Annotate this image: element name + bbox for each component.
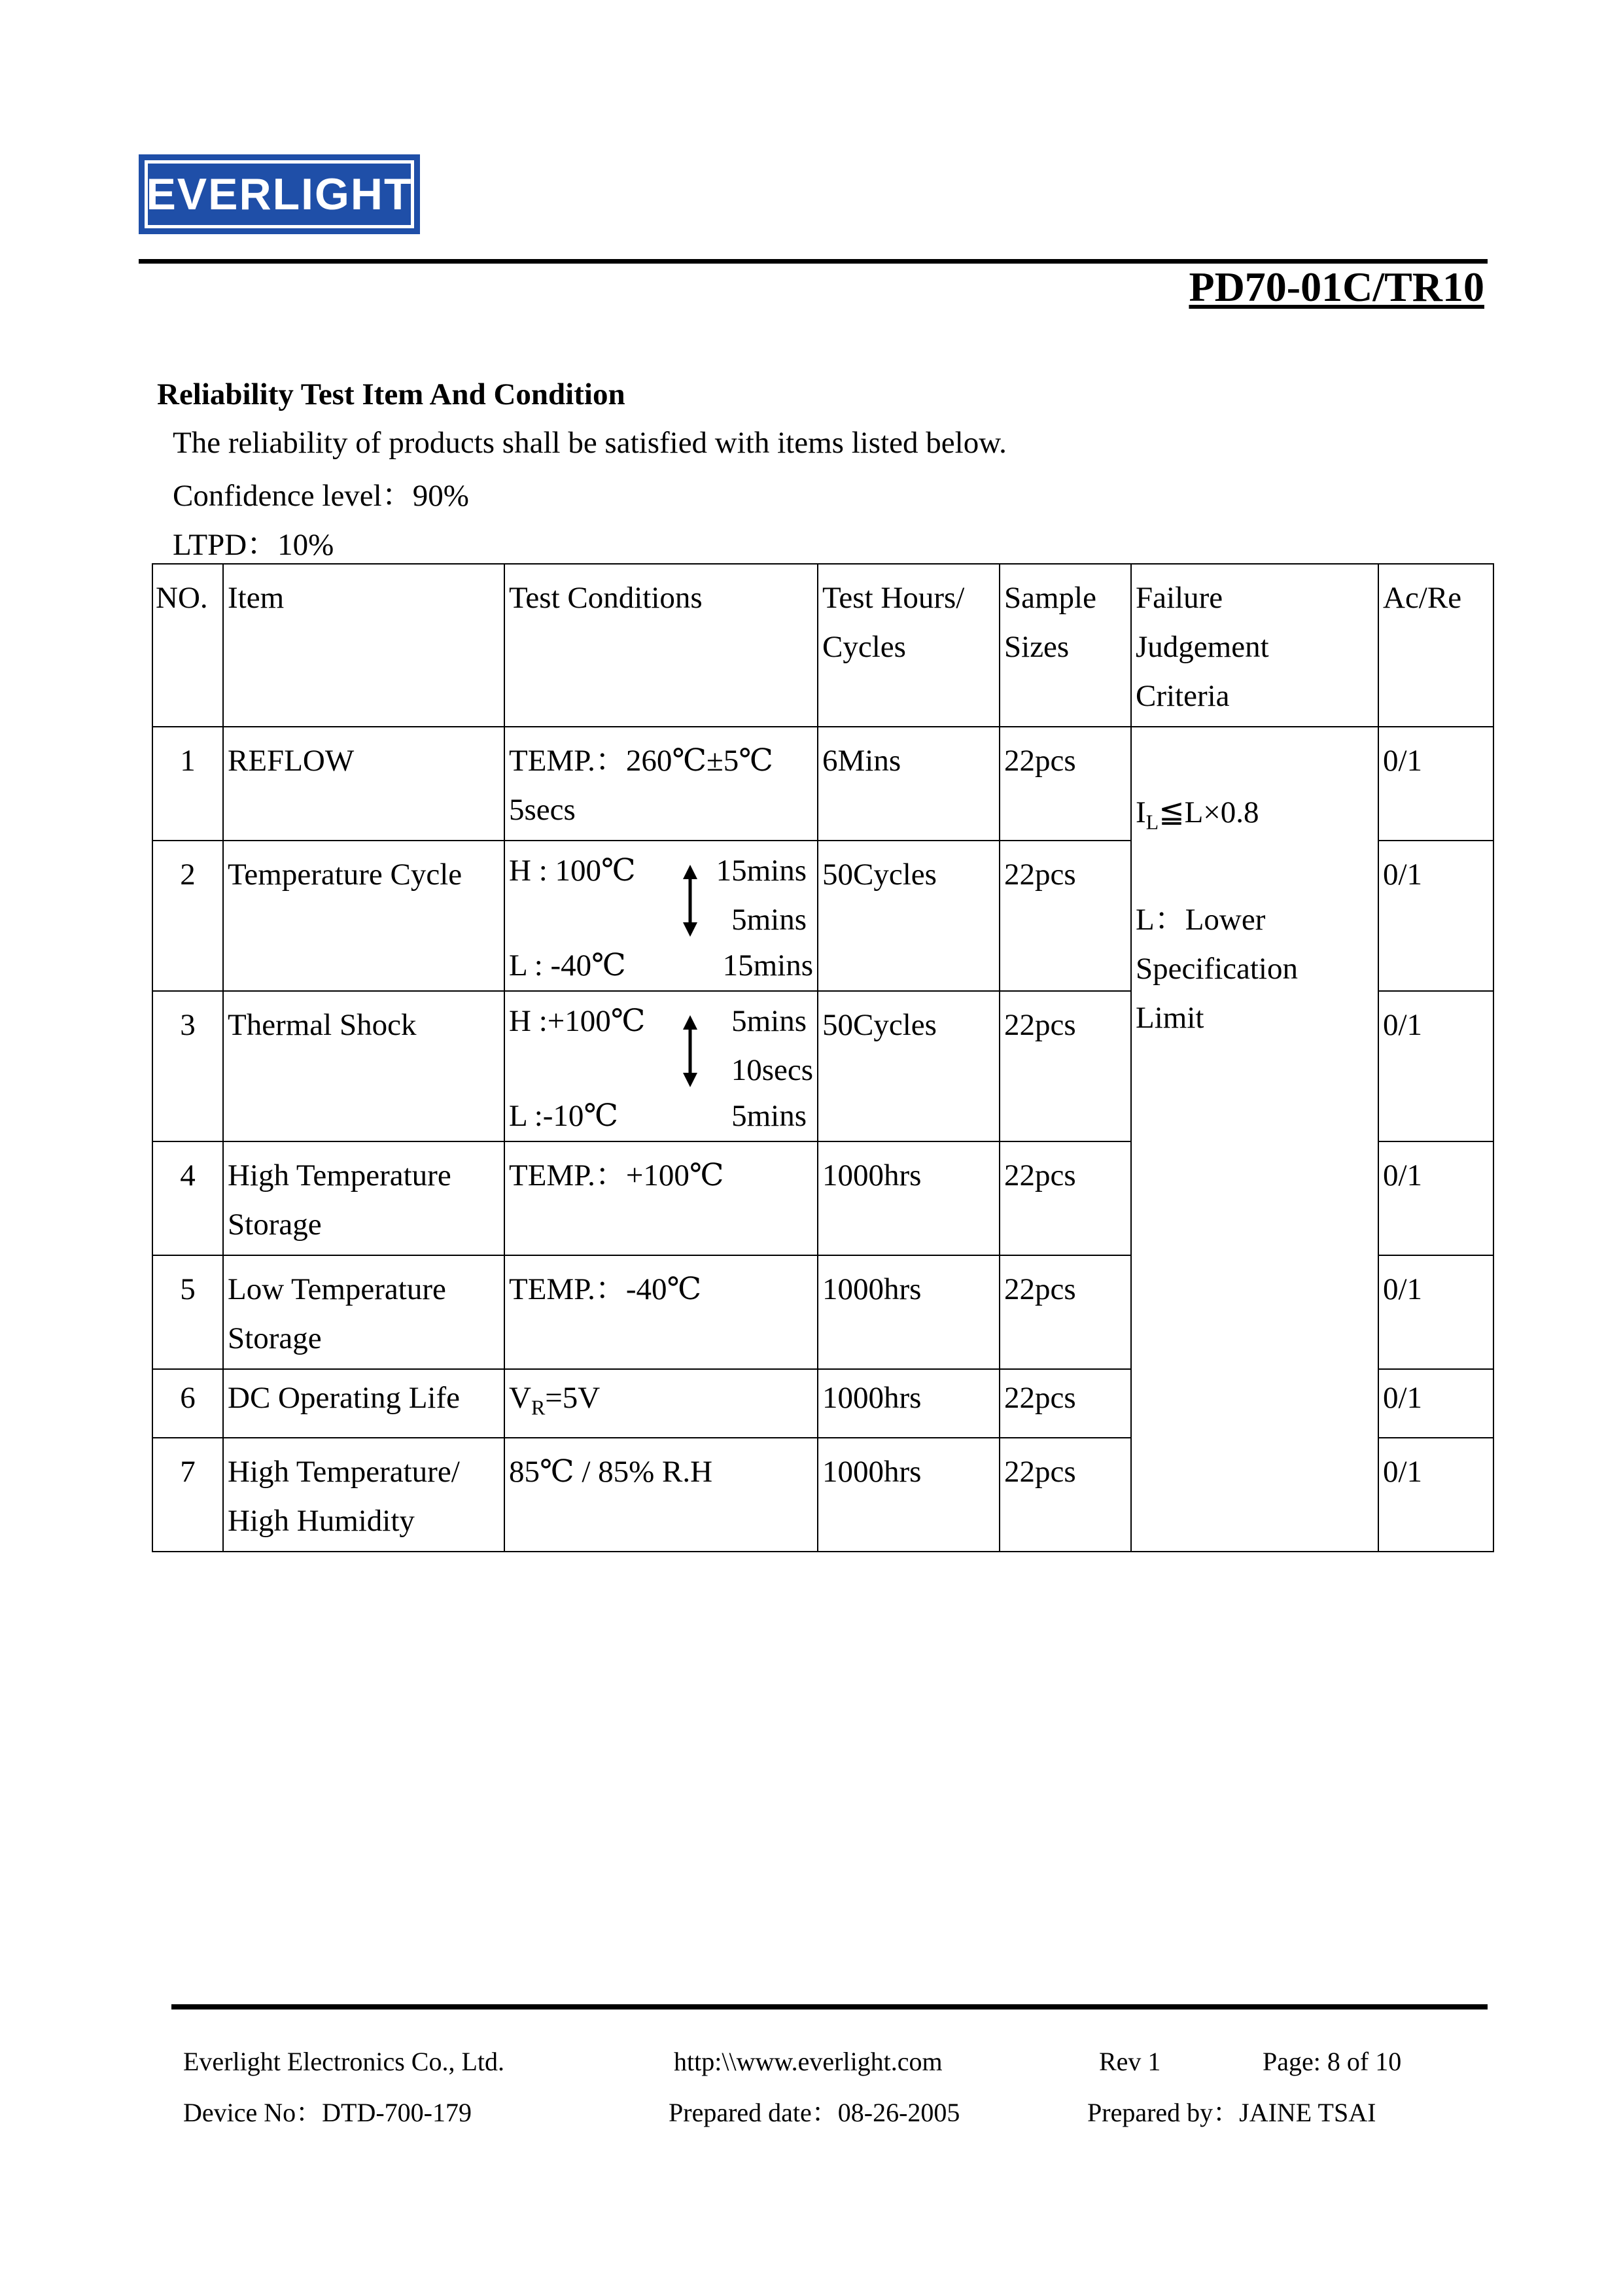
header-failure-criteria: Failure Judgement Criteria: [1131, 564, 1378, 727]
row-acre: 0/1: [1378, 1255, 1493, 1369]
section-title: Reliability Test Item And Condition: [157, 377, 625, 411]
footer-revision: Rev 1: [1099, 2047, 1161, 2076]
row-acre: 0/1: [1378, 991, 1493, 1141]
logo-text: EVERLIGHT: [146, 169, 413, 219]
header-test-hours: Test Hours/ Cycles: [818, 564, 1000, 727]
header-no: NO.: [152, 564, 223, 727]
double-arrow-icon: [680, 865, 700, 937]
ltpd-value: LTPD：10%: [173, 528, 334, 562]
criteria-definition-1: L：Lower: [1136, 903, 1266, 937]
row-sample: 22pcs: [1000, 1438, 1131, 1552]
row-no: 1: [152, 727, 223, 841]
footer-prepared-by: Prepared by：JAINE TSAI: [1087, 2098, 1376, 2127]
header-conditions: Test Conditions: [504, 564, 818, 727]
transition-duration: 10secs: [731, 1053, 813, 1087]
low-temp-duration: 15mins: [722, 948, 813, 983]
row-conditions: TEMP.：-40℃: [504, 1255, 818, 1369]
row-conditions: [504, 841, 818, 991]
row-item: Low Temperature Storage: [223, 1255, 504, 1369]
criteria-definition-2: Specification: [1136, 952, 1298, 986]
row-no: 5: [152, 1255, 223, 1369]
header-item: Item: [223, 564, 504, 727]
row-sample: 22pcs: [1000, 1369, 1131, 1438]
high-temp-label: H : 100℃: [509, 854, 636, 888]
row-no: 4: [152, 1141, 223, 1255]
footer-url[interactable]: http:\\www.everlight.com: [674, 2047, 943, 2076]
row-acre: 0/1: [1378, 1369, 1493, 1438]
footer-rule: [171, 2004, 1488, 2009]
row-no: 3: [152, 991, 223, 1141]
row-conditions: TEMP.：260℃±5℃ 5secs: [504, 727, 818, 841]
row-hours: 50Cycles: [818, 991, 1000, 1141]
row-sample: 22pcs: [1000, 1255, 1131, 1369]
row-conditions: [504, 991, 818, 1141]
footer-device-no: Device No：DTD-700-179: [183, 2098, 472, 2127]
low-temp-label: L : -40℃: [509, 948, 626, 983]
row-item: DC Operating Life: [223, 1369, 504, 1438]
table-header-row: [152, 564, 1493, 727]
table-row: [152, 727, 1493, 841]
row-sample: 22pcs: [1000, 991, 1131, 1141]
row-item: Thermal Shock: [223, 991, 504, 1141]
confidence-level: Confidence level：90%: [173, 479, 469, 513]
row-conditions: 85℃ / 85% R.H: [504, 1438, 818, 1552]
row-hours: 1000hrs: [818, 1369, 1000, 1438]
row-hours: 1000hrs: [818, 1438, 1000, 1552]
footer-prepared-date: Prepared date：08-26-2005: [669, 2098, 960, 2127]
header-sample-sizes: Sample Sizes: [1000, 564, 1131, 727]
row-hours: 50Cycles: [818, 841, 1000, 991]
reliability-table: [152, 563, 1494, 1552]
row-item: High Temperature Storage: [223, 1141, 504, 1255]
intro-text: The reliability of products shall be satisfied with items listed below.: [173, 426, 1007, 460]
row-sample: 22pcs: [1000, 727, 1131, 841]
criteria-formula: $I_L≦L\times 0.8$: [1136, 795, 1259, 834]
row-acre: 0/1: [1378, 727, 1493, 841]
row-no: 6: [152, 1369, 223, 1438]
row-hours: 6Mins: [818, 727, 1000, 841]
double-arrow-icon: [680, 1015, 700, 1087]
row-conditions: TEMP.：+100℃: [504, 1141, 818, 1255]
row-item: Temperature Cycle: [223, 841, 504, 991]
row-acre: 0/1: [1378, 1438, 1493, 1552]
row-conditions: $V_R=5V$: [504, 1369, 818, 1438]
row-no: 7: [152, 1438, 223, 1552]
row-acre: 0/1: [1378, 1141, 1493, 1255]
footer-page-number: Page: 8 of 10: [1263, 2047, 1402, 2076]
row-sample: 22pcs: [1000, 1141, 1131, 1255]
row-item: High Temperature/ High Humidity: [223, 1438, 504, 1552]
everlight-logo: [139, 154, 420, 234]
row-no: 2: [152, 841, 223, 991]
footer-company: Everlight Electronics Co., Ltd.: [183, 2047, 504, 2076]
low-temp-label: L :-10℃: [509, 1099, 619, 1133]
low-temp-duration: 5mins: [731, 1099, 807, 1133]
high-temp-duration: 15mins: [716, 854, 807, 888]
row-hours: 1000hrs: [818, 1141, 1000, 1255]
header-acre: Ac/Re: [1378, 564, 1493, 727]
high-temp-label: H :+100℃: [509, 1004, 646, 1038]
high-temp-duration: 5mins: [731, 1004, 807, 1038]
criteria-definition-3: Limit: [1136, 1001, 1204, 1035]
model-number: PD70-01C/TR10: [1189, 264, 1484, 310]
row-acre: 0/1: [1378, 841, 1493, 991]
row-sample: 22pcs: [1000, 841, 1131, 991]
transition-duration: 5mins: [731, 903, 807, 937]
failure-criteria-cell: [1131, 727, 1378, 1552]
row-hours: 1000hrs: [818, 1255, 1000, 1369]
logo-frame: [145, 160, 414, 228]
row-item: REFLOW: [223, 727, 504, 841]
